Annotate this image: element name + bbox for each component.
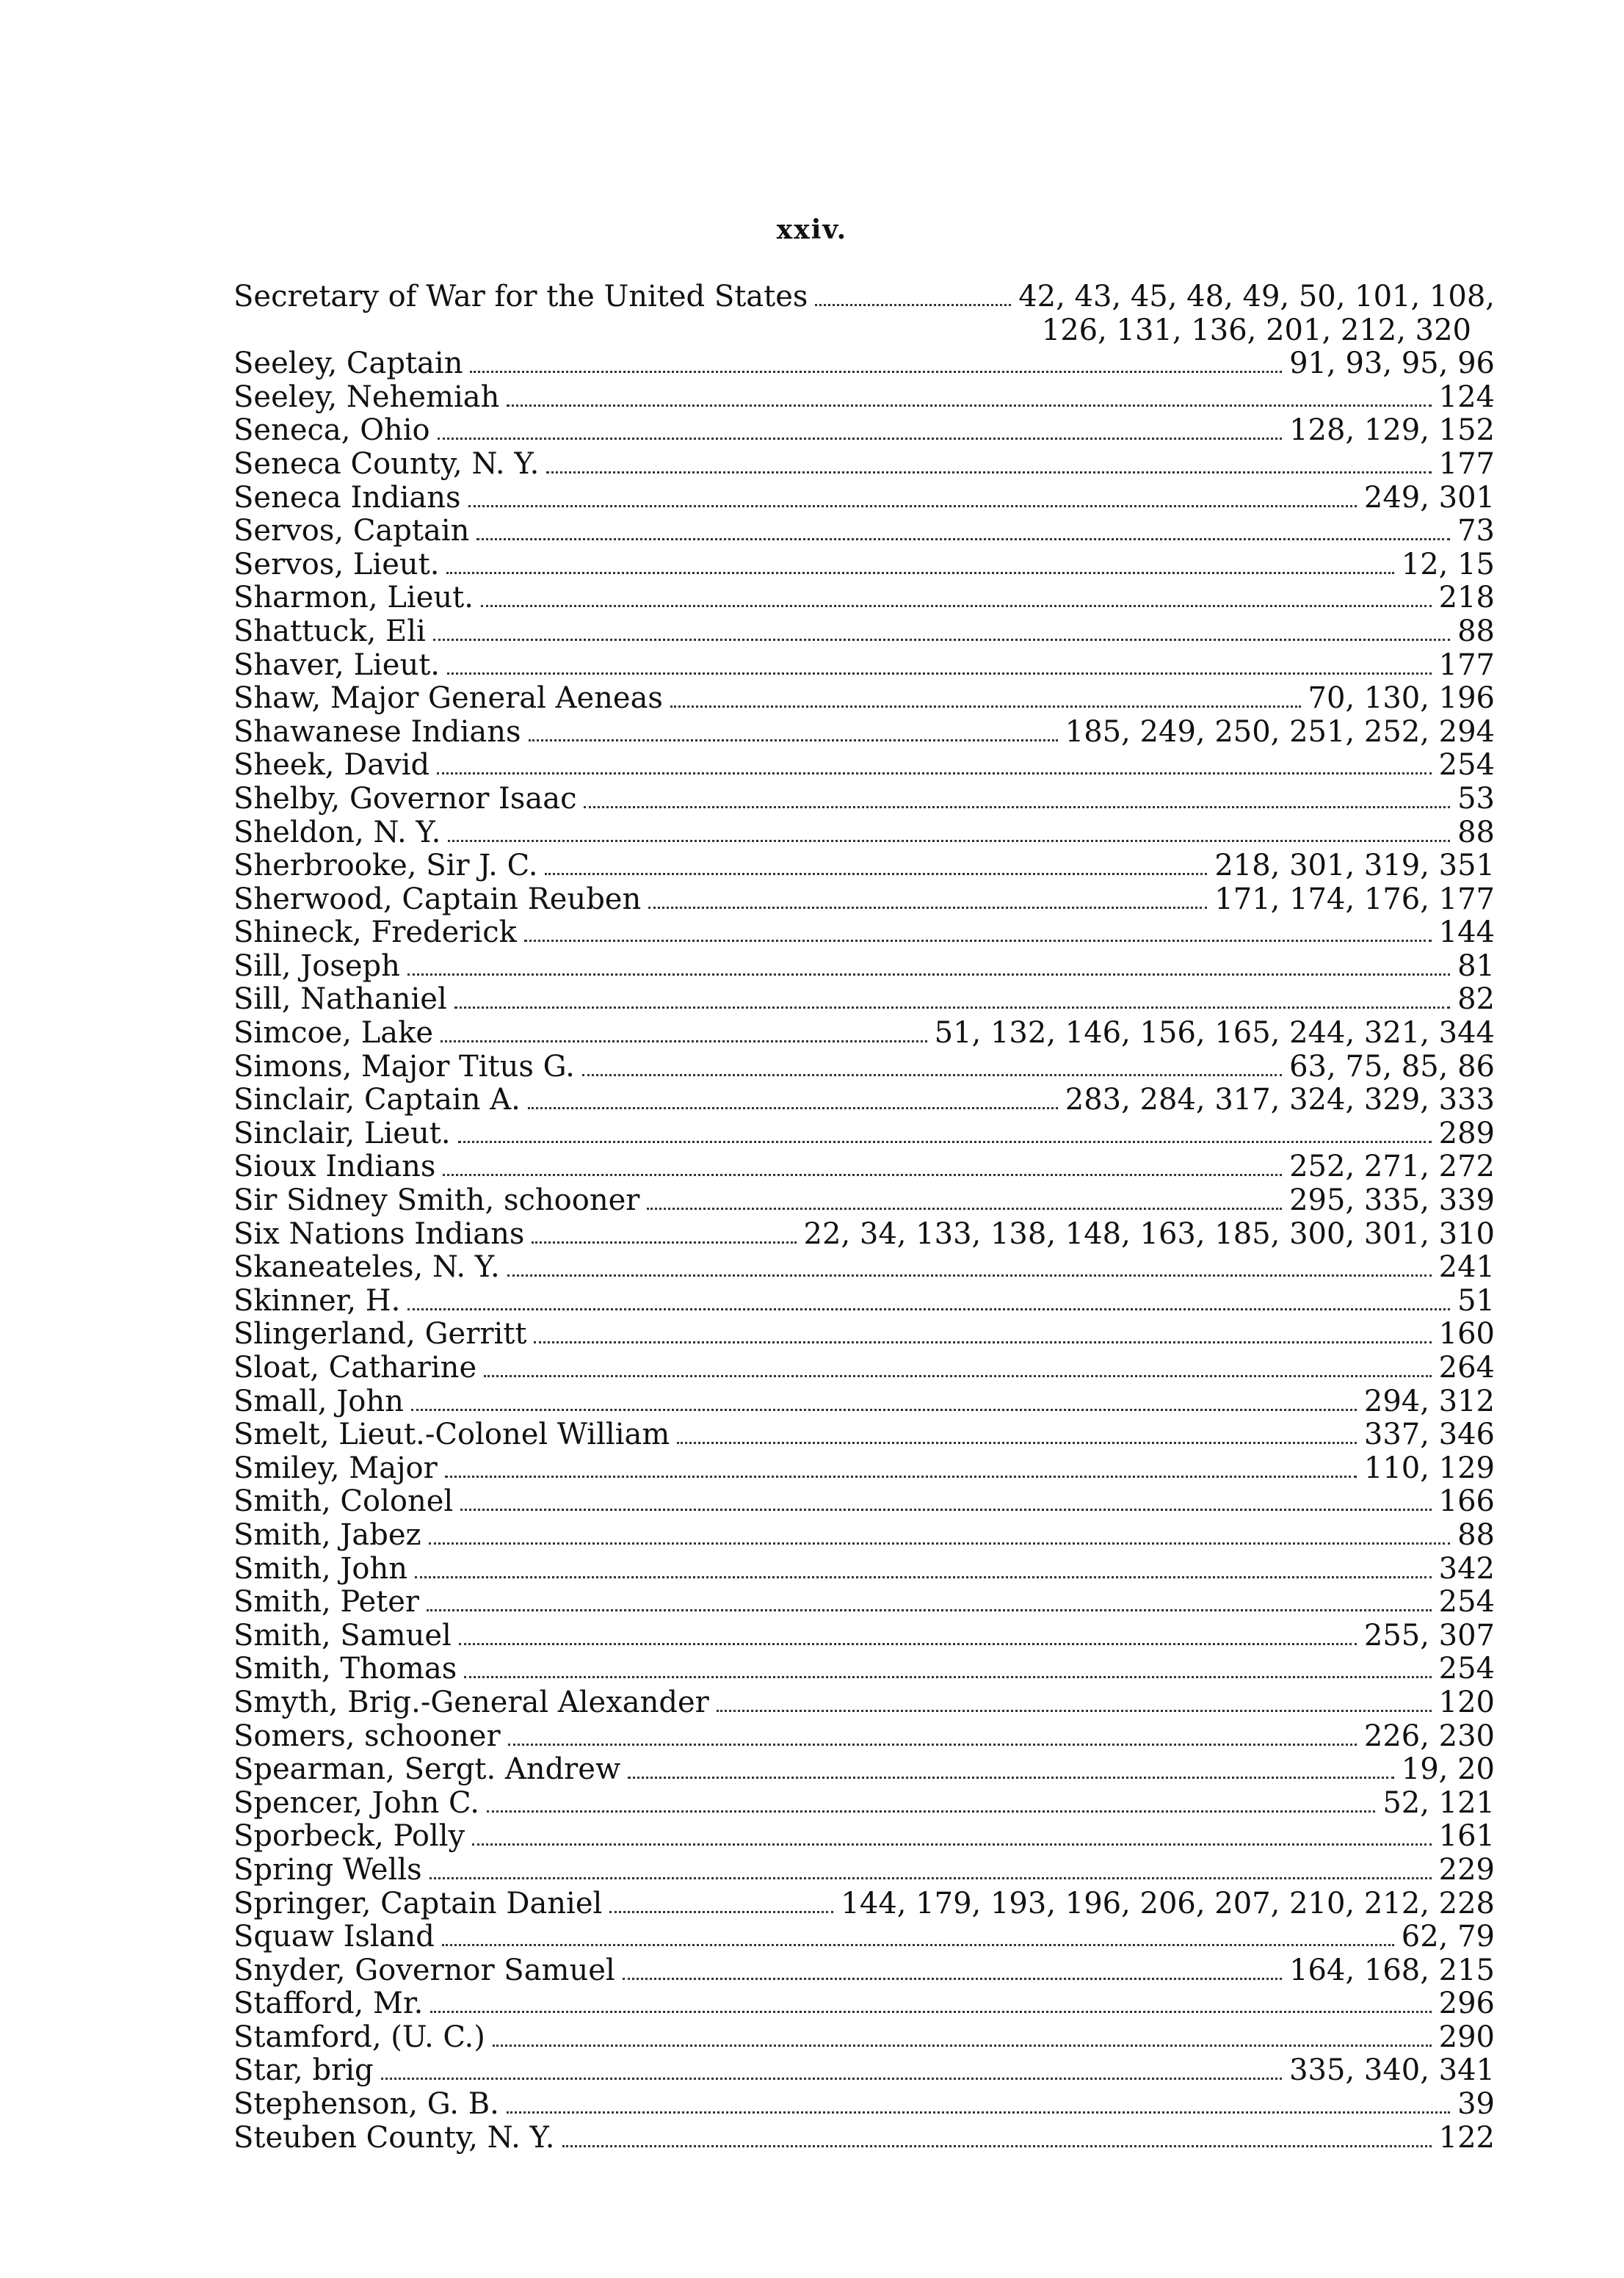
entry-name: Seeley, Captain [233,347,463,381]
entry-name: Smith, Peter [233,1585,420,1619]
entry-pages: 185, 249, 250, 251, 252, 294 [1065,714,1495,749]
index-entry [233,615,1495,649]
index-entry [233,1017,1495,1051]
entry-name: Sharmon, Lieut. [233,581,474,615]
entry-pages: 124 [1438,380,1495,414]
entry-name: Snyder, Governor Samuel [233,1953,615,1987]
index-entry [233,682,1495,716]
entry-pages: 70, 130, 196 [1308,681,1495,716]
entry-pages: 144 [1438,915,1495,950]
index-entry [233,1084,1495,1117]
index-entry [233,1887,1495,1921]
dot-leader [534,1341,1431,1343]
index-entry [233,448,1495,482]
dot-leader [529,739,1058,741]
entry-pages: 73 [1457,514,1495,548]
entry-pages: 120 [1438,1685,1495,1719]
index-entry [233,581,1495,615]
dot-leader [647,1208,1282,1210]
dot-leader [623,1978,1282,1980]
entry-pages: 88 [1457,614,1495,648]
entry-pages: 110, 129 [1363,1451,1495,1485]
entry-name: Steuben County, N. Y. [233,2120,555,2155]
index-entry [233,1117,1495,1151]
entry-pages: 19, 20 [1401,1752,1495,1787]
entry-pages: 42, 43, 45, 48, 49, 50, 101, 108, [1018,280,1495,313]
dot-leader [670,705,1301,708]
dot-leader [493,2045,1432,2047]
dot-leader [442,1944,1394,1946]
dot-leader [507,405,1431,407]
entry-name: Sinclair, Captain A. [233,1083,521,1117]
dot-leader [487,1810,1375,1813]
index-entry [233,1987,1495,2021]
index-entry [233,2021,1495,2055]
index-entry [233,1653,1495,1686]
entry-name: Sherwood, Captain Reuben [233,882,642,916]
index-list [233,280,1495,2155]
entry-pages: 122 [1438,2120,1495,2155]
index-entry [233,347,1495,381]
dot-leader [648,907,1207,909]
dot-leader [437,772,1432,775]
entry-name: Seneca Indians [233,480,461,515]
entry-name: Shawanese Indians [233,714,521,749]
dot-leader [429,1542,1450,1545]
index-entry [233,414,1495,448]
dot-leader [481,605,1432,607]
dot-leader [609,1911,833,1913]
dot-leader [438,438,1282,440]
dot-leader [464,1676,1431,1678]
dot-leader [717,1710,1432,1712]
dot-leader [470,371,1282,373]
index-entry [233,548,1495,582]
dot-leader [584,806,1450,808]
index-entry [233,1218,1495,1252]
entry-name: Somers, schooner [233,1719,501,1753]
index-entry [233,1787,1495,1821]
entry-pages: 264 [1438,1351,1495,1385]
entry-name: Sinclair, Lieut. [233,1116,451,1150]
dot-leader [407,973,1450,976]
entry-name: Spring Wells [233,1852,422,1887]
index-entry [233,1150,1495,1184]
entry-name: Stamford, (U. C.) [233,2020,485,2054]
index-entry [233,983,1495,1017]
dot-leader [427,1609,1432,1611]
index-entry [233,2054,1495,2088]
entry-pages: 91, 93, 95, 96 [1289,347,1495,381]
entry-name: Servos, Lieut. [233,547,440,581]
index-entry [233,716,1495,750]
entry-pages: 342 [1438,1551,1495,1586]
index-entry [233,783,1495,816]
entry-name: Smith, Jabez [233,1517,421,1552]
index-entry [233,1854,1495,1887]
index-entry [233,1251,1495,1285]
entry-pages: 63, 75, 85, 86 [1289,1049,1495,1084]
index-entry [233,1686,1495,1720]
entry-name: Smyth, Brig.-General Alexander [233,1685,709,1719]
entry-pages: 39 [1457,2087,1495,2122]
dot-leader [532,1241,796,1244]
entry-pages: 171, 174, 176, 177 [1214,882,1495,916]
entry-name: Skinner, H. [233,1283,401,1318]
index-entry [233,816,1495,850]
entry-pages: 177 [1438,648,1495,682]
entry-name: Smith, Colonel [233,1484,454,1519]
index-entry [233,1485,1495,1519]
dot-leader [484,1375,1432,1377]
entry-pages: 294, 312 [1363,1384,1495,1418]
dot-leader [524,940,1432,942]
entry-pages: 254 [1438,748,1495,783]
index-entry [233,1051,1495,1084]
entry-pages: 22, 34, 133, 138, 148, 163, 185, 300, 301, 310 [803,1216,1495,1251]
entry-pages: 254 [1438,1585,1495,1619]
entry-pages: 52, 121 [1382,1785,1495,1820]
entry-pages: 166 [1438,1484,1495,1519]
entry-pages: 241 [1438,1250,1495,1285]
dot-leader [476,538,1450,540]
entry-pages: 254 [1438,1652,1495,1686]
dot-leader [545,873,1207,875]
dot-leader [407,1308,1450,1310]
index-entry [233,883,1495,917]
index-entry [233,1318,1495,1352]
index-entry [233,749,1495,783]
entry-pages: 53 [1457,781,1495,816]
index-entry [233,482,1495,515]
entry-name: Squaw Island [233,1920,435,1954]
dot-leader [459,1643,1357,1645]
entry-pages: 218 [1438,581,1495,615]
dot-leader [507,1274,1432,1277]
entry-name: Sporbeck, Polly [233,1819,465,1854]
entry-name: Sloat, Catharine [233,1351,477,1385]
entry-name: Stafford, Mr. [233,1987,424,2021]
index-entry [233,1452,1495,1486]
dot-leader [454,1006,1450,1009]
dot-leader [441,1040,927,1042]
dot-leader [429,1877,1432,1879]
entry-pages: 164, 168, 215 [1289,1953,1495,1987]
entry-name: Smith, Samuel [233,1618,452,1653]
dot-leader [443,1174,1282,1176]
dot-leader [528,1107,1058,1109]
entry-name: Smiley, Major [233,1451,438,1485]
index-entry [233,381,1495,415]
entry-pages: 12, 15 [1401,547,1495,581]
entry-name: Six Nations Indians [233,1216,525,1251]
entry-pages: 296 [1438,1987,1495,2021]
dot-leader [582,1074,1282,1076]
entry-name: Shineck, Frederick [233,915,517,950]
entry-name: Small, John [233,1384,404,1418]
dot-leader [447,672,1432,675]
entry-pages: 252, 271, 272 [1289,1150,1495,1184]
entry-pages: 88 [1457,815,1495,849]
entry-name: Seeley, Nehemiah [233,380,500,414]
entry-name: Seneca, Ohio [233,413,430,448]
dot-leader [562,2145,1432,2147]
entry-pages: 88 [1457,1517,1495,1552]
entry-name: Seneca County, N. Y. [233,446,540,481]
entry-name: Smith, John [233,1551,408,1586]
index-entry [233,1418,1495,1452]
dot-leader [677,1442,1357,1444]
entry-name: Simons, Major Titus G. [233,1049,575,1084]
dot-leader [430,2011,1431,2013]
index-entry [233,1519,1495,1553]
entry-pages: 144, 179, 193, 196, 206, 207, 210, 212, 228 [841,1886,1495,1920]
index-entry [233,1920,1495,1954]
entry-pages: 290 [1438,2020,1495,2054]
entry-name: Skaneateles, N. Y. [233,1250,500,1285]
entry-pages: 51 [1457,1283,1495,1318]
dot-leader [507,2111,1450,2114]
entry-name: Stephenson, G. B. [233,2087,499,2122]
entry-name: Springer, Captain Daniel [233,1886,603,1920]
entry-pages: 283, 284, 317, 324, 329, 333 [1065,1083,1495,1117]
entry-name: Slingerland, Gerritt [233,1317,527,1352]
entry-name: Sill, Joseph [233,948,400,983]
index-entry [233,916,1495,950]
entry-pages: 160 [1438,1317,1495,1352]
dot-leader [546,471,1431,474]
page-number: xxiv. [776,214,848,245]
index-entry [233,1553,1495,1586]
index-entry [233,1352,1495,1385]
dot-leader [448,840,1450,842]
entry-pages: 337, 346 [1363,1418,1495,1452]
index-entry [233,2122,1495,2155]
index-entry [233,1385,1495,1419]
entry-pages: 177 [1438,446,1495,481]
entry-name: Spencer, John C. [233,1785,479,1820]
dot-leader [446,572,1393,574]
entry-pages: 161 [1438,1819,1495,1854]
index-entry [233,1720,1495,1754]
entry-name: Spearman, Sergt. Andrew [233,1752,621,1787]
entry-pages: 128, 129, 152 [1289,413,1495,448]
dot-leader [460,1509,1431,1511]
dot-leader [415,1576,1432,1578]
entry-name: Servos, Captain [233,514,470,548]
index-entry [233,950,1495,984]
index-entry [233,1285,1495,1318]
index-entry [233,1753,1495,1787]
entry-pages: 255, 307 [1363,1618,1495,1653]
entry-name: Simcoe, Lake [233,1016,434,1051]
index-entry-continuation [233,314,1495,348]
entry-name: Shelby, Governor Isaac [233,781,577,816]
index-entry [233,1586,1495,1619]
index-entry [233,1619,1495,1653]
entry-name: Smelt, Lieut.-Colonel William [233,1418,670,1452]
dot-leader [472,1843,1432,1846]
index-entry [233,515,1495,548]
entry-name: Shaver, Lieut. [233,648,441,682]
entry-pages: 289 [1438,1116,1495,1150]
index-entry [233,1954,1495,1988]
entry-name: Sheldon, N. Y. [233,815,441,849]
entry-pages: 82 [1457,982,1495,1017]
index-entry [233,849,1495,883]
entry-pages: 218, 301, 319, 351 [1214,849,1495,883]
entry-pages: 295, 335, 339 [1289,1183,1495,1218]
entry-name: Shaw, Major General Aeneas [233,681,663,716]
entry-pages: 226, 230 [1363,1719,1495,1753]
entry-name: Sioux Indians [233,1150,436,1184]
entry-pages: 51, 132, 146, 156, 165, 244, 321, 344 [934,1016,1495,1051]
index-entry [233,1820,1495,1854]
dot-leader [458,1141,1432,1143]
entry-name: Sill, Nathaniel [233,982,447,1017]
entry-name: Sir Sidney Smith, schooner [233,1183,640,1218]
index-entry [233,2088,1495,2122]
index-entry [233,649,1495,683]
index-entry [233,280,1495,314]
dot-leader [411,1409,1357,1411]
dot-leader [433,639,1450,641]
index-entry [233,1184,1495,1218]
entry-pages: 335, 340, 341 [1289,2053,1495,2088]
dot-leader [815,304,1011,306]
entry-pages: 62, 79 [1401,1920,1495,1954]
entry-name: Sherbrooke, Sir J. C. [233,849,538,883]
entry-name: Shattuck, Eli [233,614,426,648]
dot-leader [508,1744,1357,1746]
dot-leader [468,505,1357,507]
entry-name: Smith, Thomas [233,1652,457,1686]
entry-name: Star, brig [233,2053,374,2088]
dot-leader [445,1476,1357,1478]
entry-name: Sheek, David [233,748,430,783]
dot-leader [628,1777,1394,1779]
entry-pages: 249, 301 [1363,480,1495,515]
dot-leader [381,2078,1282,2080]
entry-pages: 126, 131, 136, 201, 212, 320 [1041,313,1471,347]
entry-pages: 229 [1438,1852,1495,1887]
entry-pages: 81 [1457,948,1495,983]
entry-name: Secretary of War for the United States [233,280,808,313]
